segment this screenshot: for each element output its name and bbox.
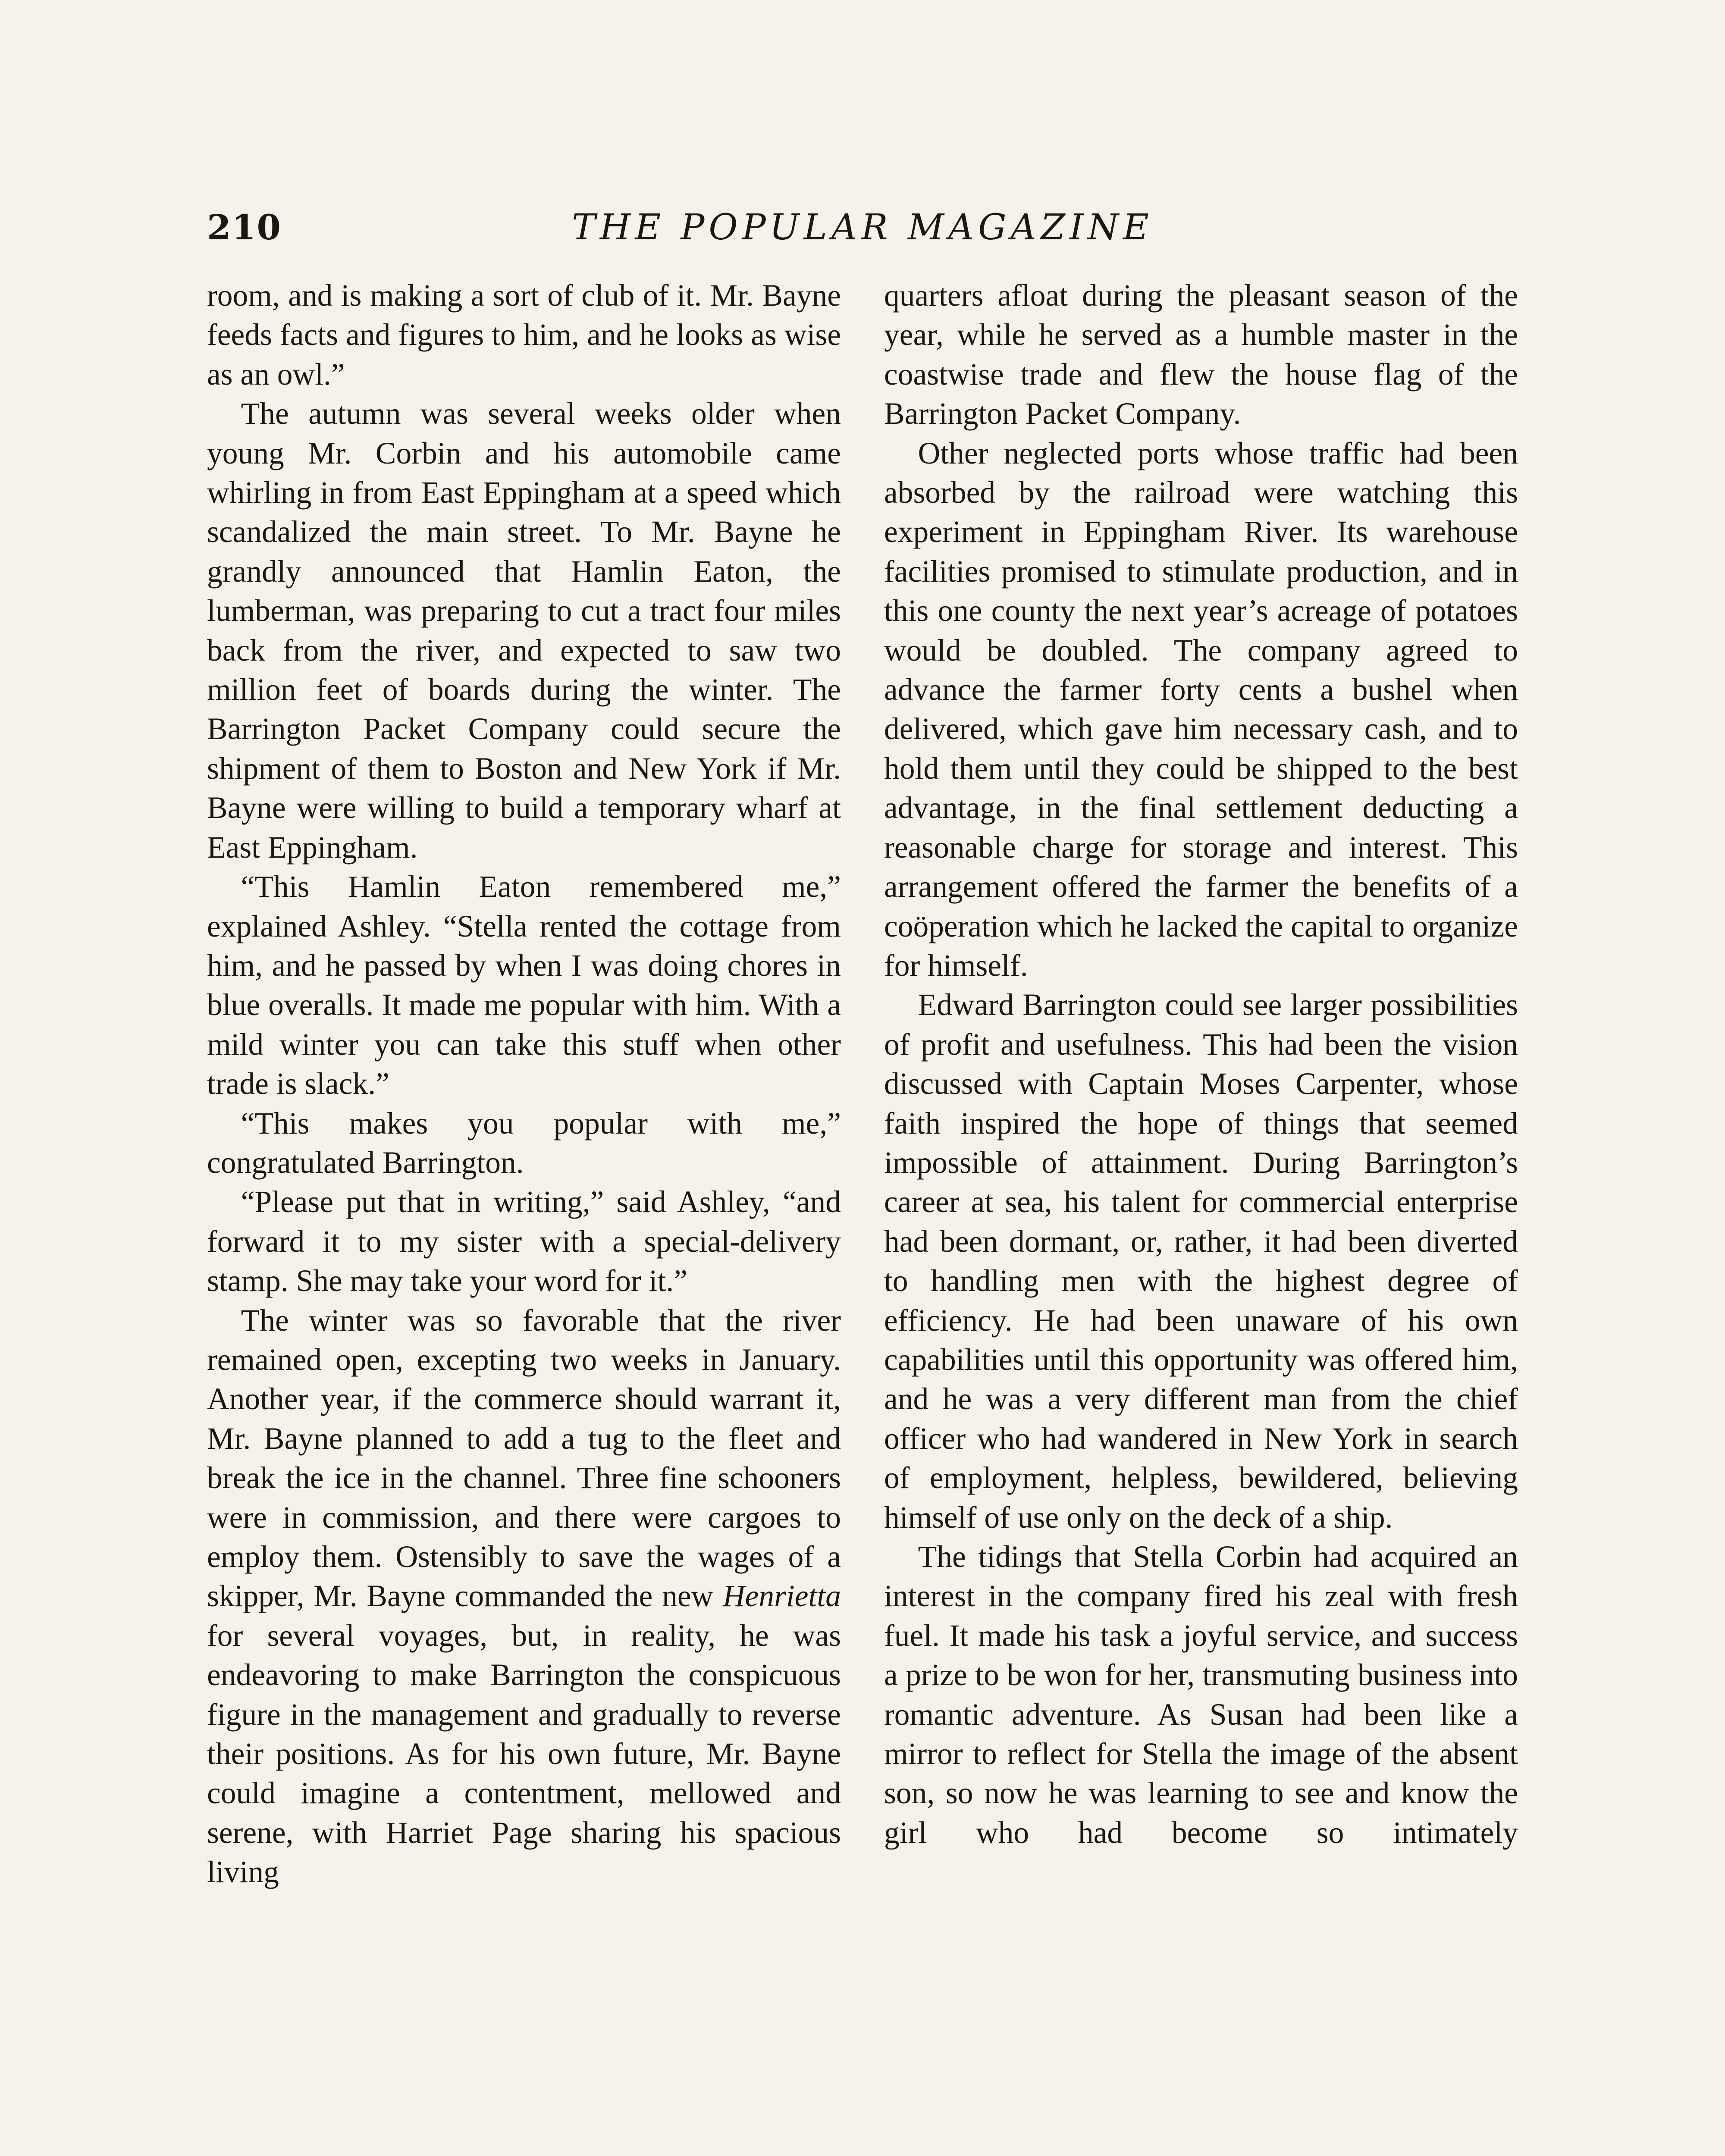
paragraph: “This Hamlin Eaton remembered me,” explained Ashley. “Stella rented the cottage from him, and he passed by when I was doing chores in blue overalls. It made me popular with him. With a mild winter you can take this stuff when other trade is slack.” bbox=[207, 870, 841, 1101]
paragraph: Edward Barrington could see larger possibilities of profit and usefulness. This had been the vision discussed with Captain Moses Carpenter, whose faith inspired the hope of things that seemed impossible of attainment. During Barrington’s career at sea, his talent for commercial enterprise had been dormant, or, rather, it had been diverted to handling men with the highest degree of efficiency. He had been unaware of his own capabilities until this opportunity was offered him, and he was a very different man from the chief officer who had wandered in New York in search of employment, helpless, bewildered, believing himself of use only on the deck of a ship. bbox=[884, 988, 1518, 1535]
page-number: 210 bbox=[207, 207, 282, 248]
page-header bbox=[207, 203, 1518, 254]
right-column bbox=[884, 276, 1518, 1852]
paragraph: “This makes you popular with me,” congratulated Barrington. bbox=[207, 1106, 841, 1180]
paragraph bbox=[207, 1301, 841, 1892]
paragraph-text: for several voyages, but, in reality, he was endeavoring to make Barrington the conspicuous figure in the management and gradually to reverse their positions. As for his own future, Mr. Bayne could imagine a contentment, mellowed and serene, with Harriet Page sharing his spacious living bbox=[207, 1618, 841, 1890]
paragraph: “Please put that in writing,” said Ashley, “and forward it to my sister with a special-delivery stamp. She may take your word for it.” bbox=[207, 1185, 841, 1298]
paragraph: quarters afloat during the pleasant season of the year, while he served as a humble master in the coastwise trade and flew the house flag of the Barrington Packet Company. bbox=[884, 279, 1518, 431]
left-column bbox=[207, 276, 841, 1892]
paragraph: Other neglected ports whose traffic had been absorbed by the railroad were watching this experiment in Eppingham River. Its warehouse facilities promised to stimulate production, and in this one county the next year’s acreage of potatoes would be doubled. The company agreed to advance the farmer forty cents a bushel when delivered, which gave him necessary cash, and to hold them until they could be shipped to the best advantage, in the final settlement deducting a reasonable charge for storage and interest. This arrangement offered the farmer the benefits of a coöperation which he lacked the capital to organize for himself. bbox=[884, 436, 1518, 983]
running-head: THE POPULAR MAGAZINE bbox=[572, 207, 1153, 248]
ship-name: Henrietta bbox=[722, 1579, 841, 1614]
paragraph: room, and is making a sort of club of it. Mr. Bayne feeds facts and figures to him, and he looks as wise as an owl.” bbox=[207, 279, 841, 392]
paragraph-text: The winter was so favorable that the river remained open, excepting two weeks in January. Another year, if the commerce should warrant it, Mr. Bayne planned to add a tug to the fleet and break the ice in the channel. Three fine schooners were in commission, and there were cargoes to employ them. Ostensibly to save the wages of a skipper, Mr. Bayne commanded the new bbox=[207, 1303, 841, 1614]
paragraph: The tidings that Stella Corbin had acquired an interest in the company fired his zeal with fresh fuel. It made his task a joyful service, and success a prize to be won for her, transmuting business into romantic adventure. As Susan had been like a mirror to reflect for Stella the image of the absent son, so now he was learning to see and know the girl who had become so intimately bbox=[884, 1540, 1518, 1850]
paragraph: The autumn was several weeks older when young Mr. Corbin and his automobile came whirling in from East Eppingham at a speed which scandalized the main street. To Mr. Bayne he grandly announced that Hamlin Eaton, the lumberman, was preparing to cut a tract four miles back from the river, and expected to saw two million feet of boards during the winter. The Barrington Packet Company could secure the shipment of them to Boston and New York if Mr. Bayne were willing to build a temporary wharf at East Eppingham. bbox=[207, 397, 841, 865]
